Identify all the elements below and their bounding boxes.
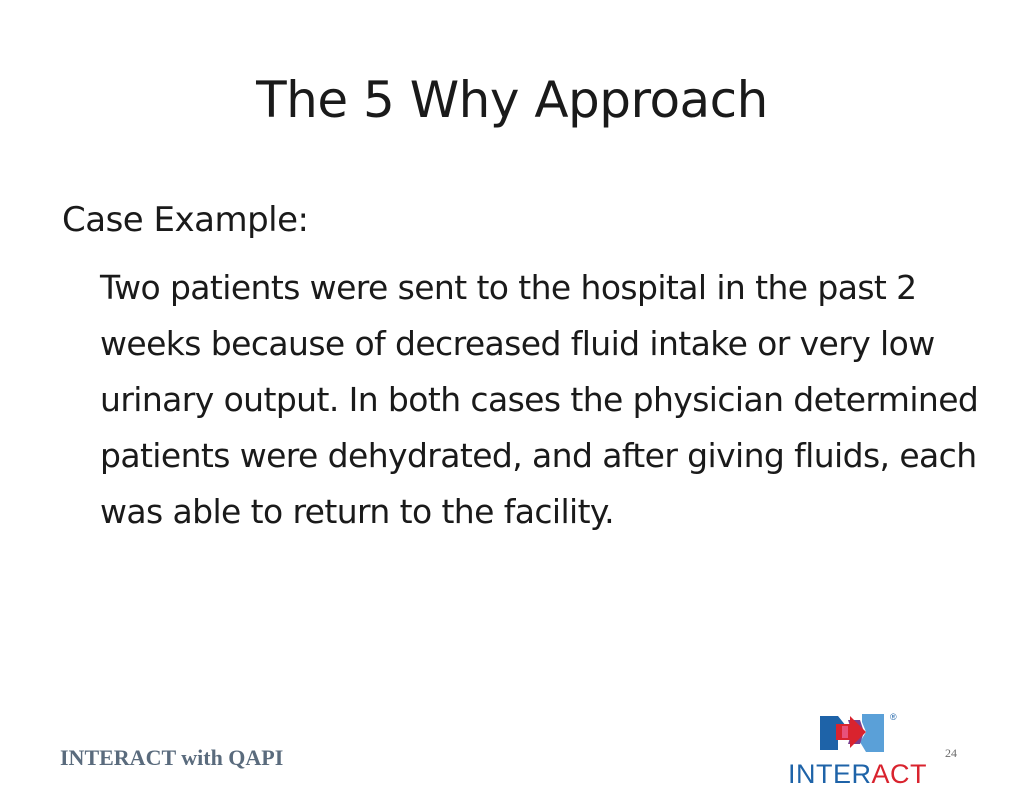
logo-wordmark [788, 758, 927, 790]
logo-word-part1: INTER [788, 759, 872, 789]
interact-logo [782, 704, 932, 791]
case-description: Two patients were sent to the hospital in the past 2 weeks because of decreased fluid intake or very low urinary output. In both cases the physician determined patients were dehydrated, and after giving fluids, each was able to return to the facility. [100, 268, 979, 531]
interact-logo-icon [782, 704, 932, 764]
registered-mark: ® [890, 712, 897, 722]
slide-title: The 5 Why Approach [256, 71, 768, 129]
footer-text: INTERACT with QAPI [60, 745, 284, 770]
case-example-heading: Case Example: [62, 200, 309, 240]
page-number: 24 [945, 746, 957, 760]
logo-word-part2: ACT [871, 759, 927, 789]
